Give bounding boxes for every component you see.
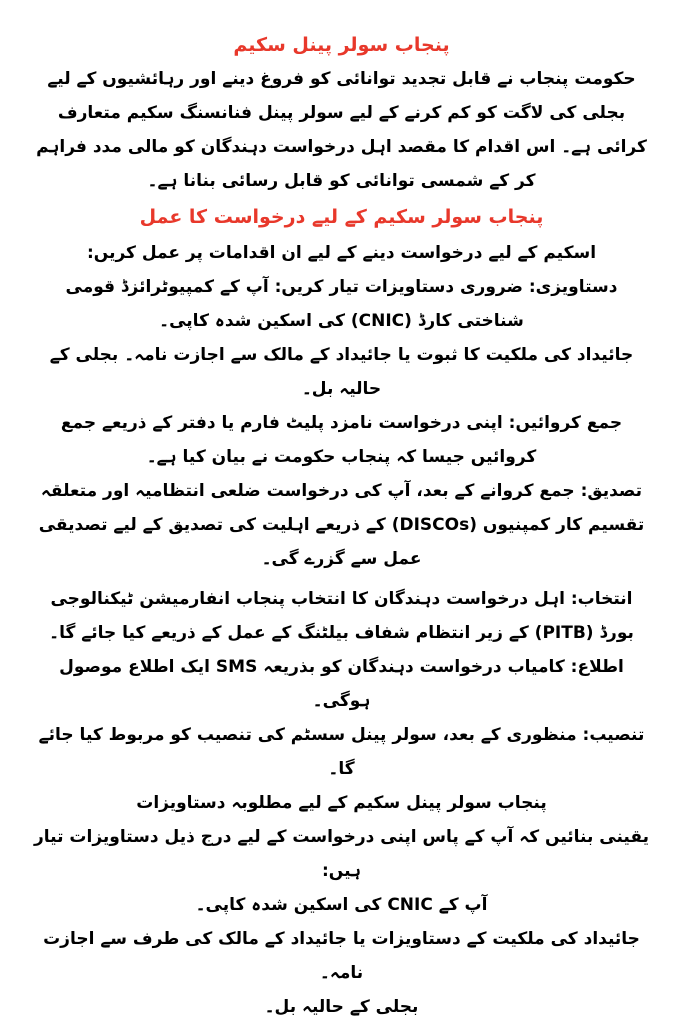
step-select: انتخاب: اہل درخواست دہندگان کا انتخاب پنجاب انفارمیشن ٹیکنالوجی بورڈ (PITB) کے زیر انتظام شفاف بیلٹنگ کے عمل کے ذریعے کیا جائے گا۔ اطلاع: کامیاب درخواست دہندگان کو بذریعہ SMS ایک اطلاع موصول ہوگی۔ — [49, 589, 634, 711]
documents-heading: پنجاب سولر پینل سکیم کے لیے مطلوبہ دستاویزات — [136, 793, 547, 813]
process-heading: پنجاب سولر سکیم کے لیے درخواست کا عمل — [139, 206, 544, 228]
step-install: تنصیب: منظوری کے بعد، سولر پینل سسٹم کی تنصیب کو مربوط کیا جائے گا۔ — [38, 725, 645, 779]
step-submit: جمع کروائیں: اپنی درخواست نامزد پلیٹ فارم یا دفتر کے ذریعے جمع کروائیں جیسا کہ پنجاب حکومت نے بیان کیا ہے۔ — [60, 413, 623, 467]
intro-paragraph: حکومت پنجاب نے قابل تجدید توانائی کو فروغ دینے اور رہائشیوں کے لیے بجلی کی لاگت کو کم کرنے کے لیے سولر پینل فنانسنگ سکیم متعارف کرائی ہے۔ اس اقدام کا مقصد اہل درخواست دہندگان کو مالی مدد فراہم کر کے شمسی توانائی کو قابل رسائی بنانا ہے۔ — [36, 69, 647, 191]
step-verify: تصدیق: جمع کروانے کے بعد، آپ کی درخواست ضلعی انتظامیہ اور متعلقہ تقسیم کار کمپنیوں (DISCOs) کے ذریعے اہلیت کی تصدیق کے لیے تصدیقی عمل سے گزرے گی۔ — [38, 481, 645, 569]
documents-intro: یقینی بنائیں کہ آپ کے پاس اپنی درخواست کے لیے درج ذیل دستاویزات تیار ہیں: — [34, 827, 649, 881]
document-cnic: آپ کے CNIC کی اسکین شدہ کاپی۔ — [195, 895, 488, 915]
document-bills: بجلی کے حالیہ بل۔ — [264, 997, 419, 1017]
step-documents: دستاویزی: ضروری دستاویزات تیار کریں: آپ کے کمپیوٹرائزڈ قومی شناختی کارڈ (CNIC) کی اسکین شدہ کاپی۔ — [65, 277, 618, 331]
step-documents-property: جائیداد کی ملکیت کا ثبوت یا جائیداد کے مالک سے اجازت نامہ۔ بجلی کے حالیہ بل۔ — [49, 345, 634, 399]
process-intro: اسکیم کے لیے درخواست دینے کے لیے ان اقدامات پر عمل کریں: — [86, 243, 597, 263]
document-property: جائیداد کی ملکیت کے دستاویزات یا جائیداد کے مالک کی طرف سے اجازت نامہ۔ — [43, 929, 640, 983]
page-title: پنجاب سولر پینل سکیم — [233, 34, 450, 56]
